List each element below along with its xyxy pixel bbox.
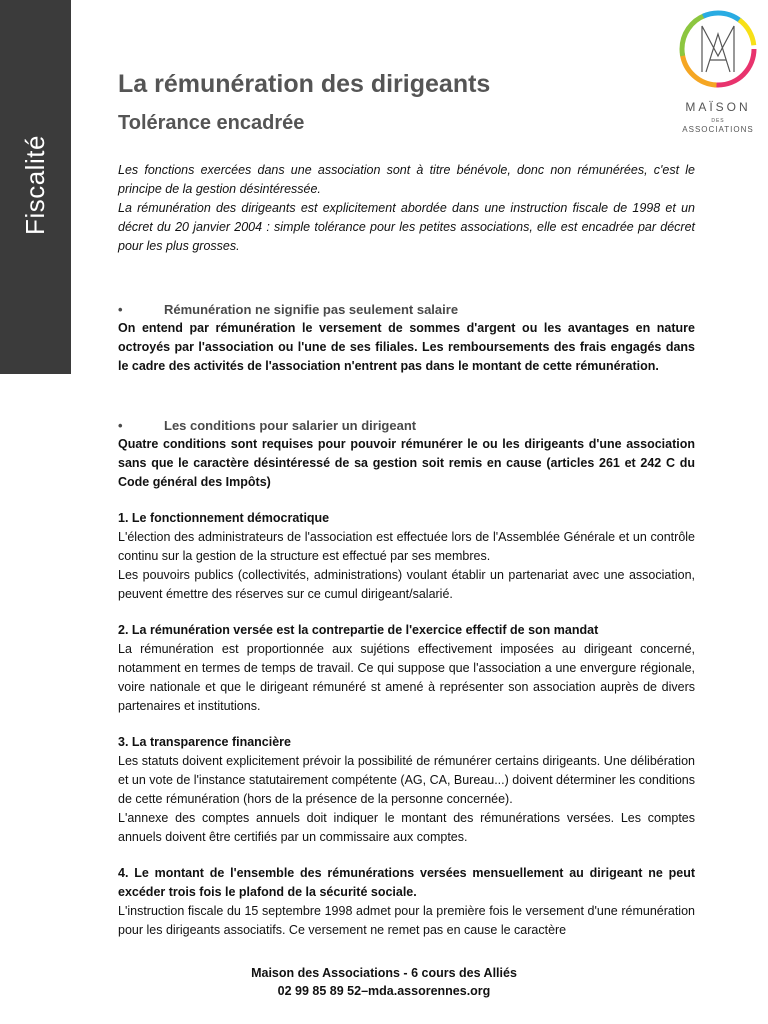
- page-footer: [0, 964, 768, 1000]
- logo-associations: ASSOCIATIONS: [682, 125, 754, 134]
- page-subtitle: Tolérance encadrée: [118, 112, 305, 134]
- logo-maison: MAÏSON: [685, 100, 751, 114]
- bullet-remuneration: [118, 300, 695, 319]
- logo-ring-icon: [676, 4, 760, 100]
- condition-2-paragraph-1: La rémunération est proportionnée aux sujétions effectivement imposées au dirigeant concerné, notamment en termes de temps de travail. Ce qui suppose que l'association a une envergure régionale, voire nationale et que le dirigeant rémunéré st amené à représenter son association auprès de divers partenaires et institutions.: [118, 642, 695, 713]
- footer-contact: 02 99 85 89 52–mda.assorennes.org: [277, 984, 491, 998]
- page-title: La rémunération des dirigeants: [118, 70, 491, 98]
- bullet-icon: •: [118, 418, 123, 433]
- side-label: Fiscalité: [20, 135, 50, 235]
- condition-1-paragraph-1: L'élection des administrateurs de l'association est effectuée lors de l'Assemblée Générale et un contrôle continu sur la gestion de la structure est effectué par ses membres.: [118, 530, 695, 563]
- conditions-paragraph: Quatre conditions sont requises pour pouvoir rémunérer le ou les dirigeants d'une association sans que le caractère désintéressé de sa gestion soit remis en cause (articles 261 et 242 C du Code général des Impôts): [118, 437, 695, 489]
- condition-2-heading: 2. La rémunération versée est la contrepartie de l'exercice effectif de son mandat: [118, 623, 599, 637]
- bullet-conditions-label: Les conditions pour salarier un dirigeant: [164, 418, 417, 433]
- condition-3-heading: 3. La transparence financière: [118, 735, 291, 749]
- intro-paragraph-2: La rémunération des dirigeants est explicitement abordée dans une instruction fiscale de 1998 et un décret du 20 janvier 2004 : simple tolérance pour les petites associations, elle est encadrée par décret pour les plus grosses.: [118, 201, 695, 253]
- bullet-conditions: [118, 416, 695, 435]
- maison-des-associations-logo: [676, 4, 760, 134]
- footer-address: Maison des Associations - 6 cours des Alliés: [251, 966, 517, 980]
- condition-4-heading: 4. Le montant de l'ensemble des rémunérations versées mensuellement au dirigeant ne peut excéder trois fois le plafond de la sécurité sociale.: [118, 866, 695, 899]
- intro-paragraph-1: Les fonctions exercées dans une association sont à titre bénévole, donc non rémunérées, c'est le principe de la gestion désintéressée.: [118, 163, 695, 196]
- condition-3-paragraph-2: L'annexe des comptes annuels doit indiquer le montant des rémunérations versées. Les comptes annuels doivent être certifiés par un commissaire aux comptes.: [118, 811, 695, 844]
- condition-1-paragraph-2: Les pouvoirs publics (collectivités, administrations) voulant établir un partenariat avec une association, peuvent émettre des réserves sur ce cumul dirigeant/salarié.: [118, 568, 695, 601]
- bullet-remuneration-label: Rémunération ne signifie pas seulement salaire: [164, 302, 459, 317]
- side-band: [0, 0, 71, 374]
- document-body: [118, 161, 695, 940]
- logo-des: DES: [711, 118, 725, 124]
- remuneration-paragraph: On entend par rémunération le versement de sommes d'argent ou les avantages en nature octroyés par l'association ou l'une de ses filiales. Les remboursements des frais engagés dans le cadre des activités de l'association n'entrent pas dans le montant de cette rémunération.: [118, 321, 695, 373]
- condition-1-heading: 1. Le fonctionnement démocratique: [118, 511, 330, 525]
- condition-3-paragraph-1: Les statuts doivent explicitement prévoir la possibilité de rémunérer certains dirigeants. Une délibération et un vote de l'instance statutairement compétente (AG, CA, Bureau...) doivent déterminer les conditions de cette rémunération (hors de la présence de la personne concernée).: [118, 754, 695, 806]
- condition-4-paragraph-1: L'instruction fiscale du 15 septembre 1998 admet pour la première fois le versement d'une rémunération pour les dirigeants associatifs. Ce versement ne remet pas en cause le caractère: [118, 904, 695, 937]
- bullet-icon: •: [118, 302, 123, 317]
